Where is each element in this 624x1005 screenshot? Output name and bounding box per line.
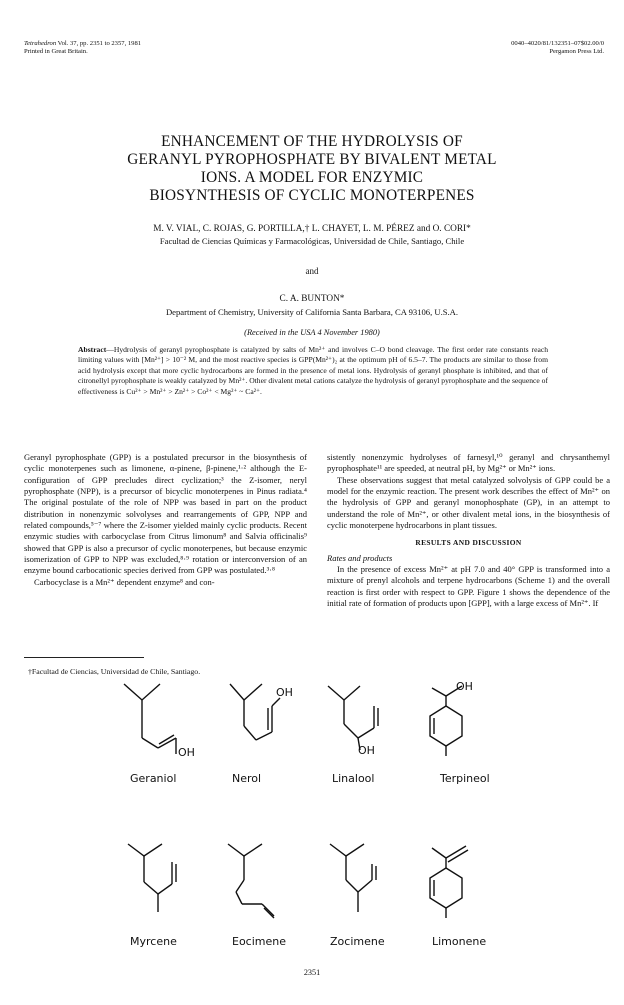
abstract — [78, 345, 548, 397]
affiliation-1: Facultad de Ciencias Químicas y Farmacológicas, Universidad de Chile, Santiago, Chile — [159, 236, 465, 246]
title-line-4: BIOSYNTHESIS OF CYCLIC MONOTERPENES — [149, 187, 475, 204]
molecule-name-myrcene: Myrcene — [130, 935, 177, 948]
hydroxyl-label: OH — [456, 680, 473, 693]
footnote: †Facultad de Ciencias, Universidad de Chile, Santiago. — [28, 667, 201, 676]
molecule-name-geraniol: Geraniol — [130, 772, 177, 785]
author-2: C. A. BUNTON* — [279, 294, 345, 304]
geraniol-structure — [120, 680, 195, 762]
left-column — [24, 452, 307, 588]
hydroxyl-label: OH — [358, 744, 375, 757]
page-number: 2351 — [303, 968, 321, 977]
molecule-name-terpineol: Terpineol — [440, 772, 490, 785]
molecule-name-linalool: Linalool — [332, 772, 375, 785]
right-column — [327, 452, 610, 609]
journal-name: Tetrahedron — [24, 40, 57, 47]
citation: Vol. 37, pp. 2351 to 2357, 1981 — [57, 40, 142, 47]
paragraph: These observations suggest that metal catalyzed solvolysis of GPP could be a model for the enzymic reaction. The present work describes the effect of Mn²⁺ on the hydrolysis of GPP and geranyl monophosphate (GP), in an attempt to understand the role of Mn²⁺, or other divalent metal ions, in the biosynthesis of cyclic monoterpene hydrocarbons in plant tissues. — [327, 474, 610, 531]
title-line-1: ENHANCEMENT OF THE HYDROLYSIS OF — [161, 133, 463, 150]
e-ocimene-structure — [222, 840, 292, 922]
z-ocimene-structure — [322, 840, 392, 922]
printed-note: Printed in Great Britain. — [24, 48, 88, 55]
footnote-divider — [24, 657, 144, 658]
author-conjunction: and — [305, 266, 319, 276]
section-heading: RESULTS AND DISCUSSION — [415, 538, 522, 548]
journal-header — [24, 40, 141, 56]
affiliation-2: Department of Chemistry, University of California Santa Barbara, CA 93106, U.S.A. — [165, 307, 459, 317]
abstract-label: Abstract — [78, 345, 107, 354]
nerol-structure — [222, 680, 292, 762]
paper-title — [80, 133, 544, 205]
molecule-name-nerol: Nerol — [232, 772, 262, 785]
molecule-name-e-ocimene: Eocimene — [232, 935, 287, 948]
abstract-text: —Hydrolysis of geranyl pyrophosphate is catalyzed by salts of Mn²⁺ and involves C–O bond cleavage. The first order rate constants reach limiting values with [Mn²⁺] > 10⁻² M, and the most reactive species is GPP(Mn²⁺)₂ at the optimum pH of 6.5–7. The products are similar to those from acid hydrolysis except that more cyclic hydrocarbons are formed in the presence of metal ions. Hydrolysis of geranyl phosphate is inhibited, and that of citronellyl pyrophosphate is weakly catalyzed by Mn²⁺. Other divalent metal cations catalyze the hydrolysis of geranyl pyrophosphate and the sequence of effectiveness is Cu²⁺ > Mn²⁺ > Zn²⁺ > Co²⁺ < Mg²⁺ ~ Ca²⁺. — [78, 345, 548, 396]
subsection-heading: Rates and products — [327, 552, 393, 563]
author-list: M. V. VIAL, C. ROJAS, G. PORTILLA,† L. CHAYET, L. M. PÉREZ and O. CORI* — [153, 224, 471, 234]
publisher-name: Pergamon Press Ltd. — [549, 48, 604, 55]
received-date: (Received in the USA 4 November 1980) — [244, 328, 380, 337]
hydroxyl-label: OH — [276, 686, 293, 699]
paragraph: sistently nonenzymic hydrolyses of farnesyl,¹⁰ geranyl and chrysanthemyl pyrophosphate¹¹ are speeded, at neutral pH, by Mg²⁺ or Mn²⁺ ions. — [327, 452, 610, 474]
publisher-header — [511, 40, 604, 56]
title-line-3: IONS. A MODEL FOR ENZYMIC — [200, 169, 424, 186]
paragraph: Geranyl pyrophosphate (GPP) is a postulated precursor in the biosynthesis of cyclic monoterpenes such as limonene, α-pinene, β-pinene,¹·² although the E-configuration of GPP precludes direct cyclization;³ the Z-isomer, neryl pyrophosphate (NPP), is a precursor of bicyclic monoterpenes in Pinus radiata.⁴ The original postulate of the role of NPP was based in part on the product distribution in nonenzymic solvolyses and rearrangements of GPP, NPP and related compounds,⁵⁻⁷ where the Z-isomer yielded mainly cyclic products. Recent enzymic studies with carbocyclase from Citrus limonum⁸ and Salvia officinalis⁹ showed that GPP is also a precursor of cyclic monoterpenes, but because enzymic isomerization of GPP to NPP was excluded,⁸·⁹ rotation or interconversion of an enzyme bound carbocationic species derived from GPP was postulated.³·⁸ — [24, 452, 307, 576]
molecule-name-z-ocimene: Zocimene — [330, 935, 385, 948]
paragraph: Carbocyclase is a Mn²⁺ dependent enzyme⁸ and con- — [34, 576, 215, 587]
paragraph: In the presence of excess Mn²⁺ at pH 7.0 and 40° GPP is transformed into a mixture of prenyl alcohols and terpene hydrocarbons (Scheme 1) and the overall reaction is first order with respect to GPP. Figure 1 shows the dependence of the initial rate of formation of products upon [GPP], with a large excess of Mn²⁺. If — [327, 564, 610, 609]
myrcene-structure — [122, 840, 192, 922]
molecule-name-limonene: Limonene — [432, 935, 487, 948]
linalool-structure — [322, 680, 392, 762]
terpineol-structure — [422, 680, 492, 762]
title-line-2: GERANYL PYROPHOSPHATE BY BIVALENT METAL — [127, 151, 497, 168]
hydroxyl-label: OH — [178, 746, 195, 759]
limonene-structure — [422, 840, 492, 922]
article-code: 0040–4020/81/132351–07$02.00/0 — [511, 40, 604, 47]
